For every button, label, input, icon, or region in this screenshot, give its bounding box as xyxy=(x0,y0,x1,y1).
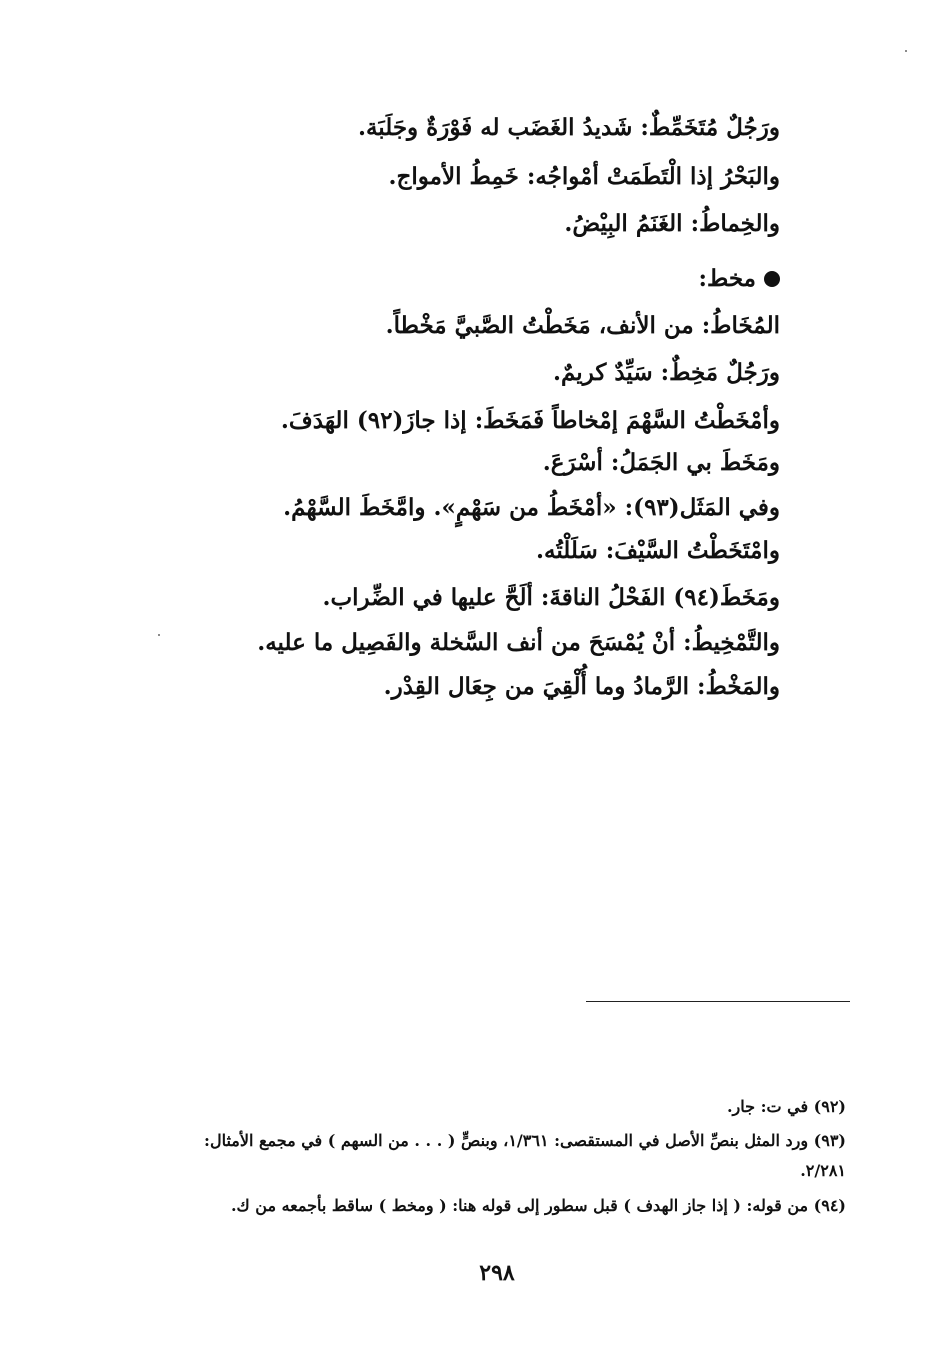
section-heading xyxy=(699,259,781,299)
body-line: والبَحْرُ إذا الْتَطَمَتْ أمْواجُه: خَمِطُ الأمواج. xyxy=(388,163,780,190)
footnote: (٩٢) في ت: جار. xyxy=(726,1097,846,1116)
entry-line: ورَجُلٌ مَخِطٌ: سَيِّدٌ كريمٌ. xyxy=(552,359,780,386)
entry-line: والتَّمْخِيطُ: أنْ يُمْسَحَ من أنف السَّخلة والفَصِيل ما عليه. xyxy=(257,629,780,656)
footnote-divider xyxy=(586,1001,850,1002)
entry-line: المُخَاطُ: من الأنف، مَخَطْتُ الصَّبيَّ مَخْطاً. xyxy=(385,312,780,339)
bullet-icon xyxy=(764,271,780,287)
footnote: (٩٣) ورد المثل بنصِّ الأصل في المستقصى: ١/٣٦١، وبنصٍّ ( . . . من السهم ) في مجمع الأمثال: xyxy=(204,1131,846,1150)
entry-line: ومَخَطَ بي الجَمَلُ: أسْرَعَ. xyxy=(542,449,780,476)
section-heading-text: مخط: xyxy=(698,265,756,292)
entry-line: وأمْخَطْتُ السَّهْمَ إمْخاطاً فَمَخَطَ: إذا جازَ(٩٢) الهَدَفَ. xyxy=(280,407,780,434)
entry-line: وامْتَخَطْتُ السَّيْفَ: سَلَلْتُه. xyxy=(535,537,780,564)
scan-speck xyxy=(158,634,160,636)
footnote: ٢/٢٨١. xyxy=(800,1161,846,1180)
body-line: ورَجُلٌ مُتَخَمِّطٌ: شَديدُ الغَضَب له فَوْرَةٌ وجَلَبَة. xyxy=(357,114,780,141)
scan-speck xyxy=(905,50,907,52)
entry-line: وفي المَثَل(٩٣): «أمْخَطُ من سَهْمٍ». وامَّخَطَ السَّهْمُ. xyxy=(283,494,780,521)
page-number: ٢٩٨ xyxy=(479,1260,515,1286)
footnote: (٩٤) من قوله: ( إذا جاز الهدف ) قبل سطور إلى قوله هنا: ( ومخط ) ساقط بأجمعه من ك. xyxy=(230,1196,846,1215)
body-line: والخِماطُ: الغَنَمُ البِيْضُ. xyxy=(564,210,780,237)
entry-line: ومَخَطَ(٩٤) الفَحْلُ الناقةَ: ألَحَّ عليها في الضِّراب. xyxy=(322,584,780,611)
entry-line: والمَخْطُ: الرَّمادُ وما أُلْقِيَ من جِعَال القِدْر. xyxy=(383,673,780,700)
